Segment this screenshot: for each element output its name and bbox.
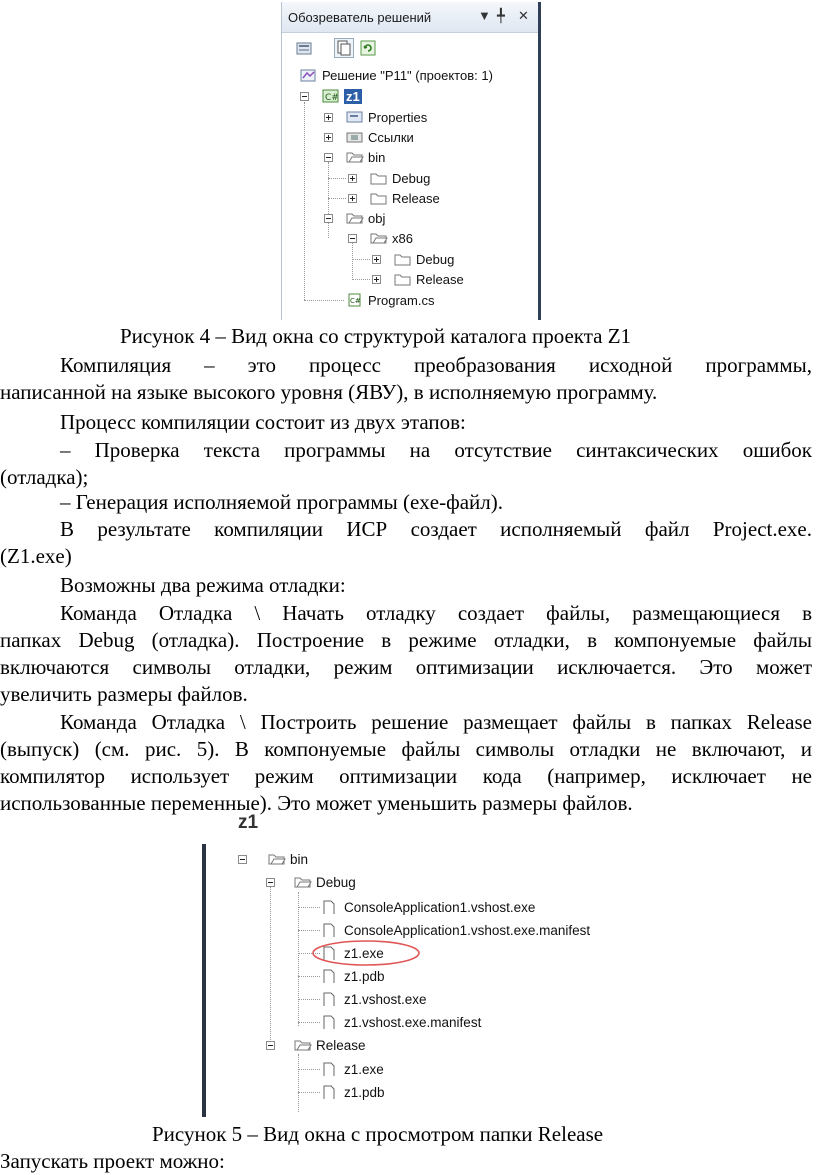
paragraph-result: В результате компиляции ИСР создает исполняемый файл Project.exe.	[60, 517, 812, 541]
file-label: z1.exe	[344, 945, 384, 961]
tree-item-release[interactable]	[294, 1036, 366, 1054]
collapse-icon[interactable]	[238, 855, 247, 864]
paragraph-stages: Процесс компиляции состоит из двух этапов:	[60, 410, 466, 434]
tree-item-bin[interactable]	[268, 850, 308, 868]
folder-icon	[370, 191, 388, 205]
expand-icon[interactable]	[348, 194, 357, 203]
bin-release-label: Release	[392, 190, 440, 206]
open-folder-icon	[346, 211, 364, 225]
file-item[interactable]	[322, 1060, 384, 1078]
paragraph-compilation-cont: написанной на языке высокого уровня (ЯВУ), в исполняемую программу.	[0, 380, 658, 404]
bin-label: bin	[368, 149, 386, 165]
panel-toolbar	[282, 33, 538, 61]
panel-title: Обозреватель решений	[288, 10, 432, 25]
references-label: Ссылки	[368, 129, 414, 145]
project-label: z1	[346, 88, 360, 104]
root-label: z1	[238, 812, 259, 833]
csharp-file-icon	[346, 293, 364, 307]
pin-icon[interactable]: ╇	[497, 8, 505, 23]
svg-text:C#: C#	[350, 297, 361, 305]
refresh-icon	[360, 40, 376, 56]
file-label: z1.pdb	[344, 968, 385, 984]
tree-item-program[interactable]	[346, 291, 434, 309]
bin-debug-label: Debug	[392, 170, 431, 186]
tree-item-project[interactable]	[322, 87, 362, 105]
csharp-project-icon	[322, 89, 340, 103]
references-icon	[346, 130, 364, 144]
expand-icon[interactable]	[372, 255, 381, 264]
properties-folder-icon	[346, 110, 364, 124]
release-label: Release	[316, 1037, 366, 1053]
folder-icon	[370, 171, 388, 185]
solution-icon	[300, 68, 318, 82]
expand-icon[interactable]	[324, 113, 333, 122]
file-label: ConsoleApplication1.vshost.exe.manifest	[344, 922, 591, 938]
file-icon	[322, 1085, 340, 1099]
collapse-icon[interactable]	[300, 92, 309, 101]
collapse-icon[interactable]	[266, 878, 275, 887]
tree-item-references[interactable]	[346, 128, 414, 146]
open-folder-icon	[294, 875, 312, 889]
paragraph-stage1-cont: (отладка);	[0, 465, 89, 489]
file-icon	[322, 900, 340, 914]
footer-paragraph: Запускать проект можно:	[0, 1149, 225, 1173]
paragraph-release-l2: (выпуск) (см. рис. 5). В компонуемые файлы символы отладки не включают, и	[0, 737, 812, 761]
properties-label: Properties	[368, 109, 428, 125]
paragraph-stage1: – Проверка текста программы на отсутствие синтаксических ошибок	[60, 438, 812, 462]
x86-label: x86	[392, 230, 413, 246]
file-label: ConsoleApplication1.vshost.exe	[344, 899, 536, 915]
bin-label: bin	[290, 851, 309, 867]
program-label: Program.cs	[368, 292, 435, 308]
paragraph-release-l3: компилятор использует режим оптимизации кода (например, исключает не	[0, 764, 812, 788]
collapse-icon[interactable]	[324, 153, 333, 162]
open-folder-icon	[294, 1038, 312, 1052]
tree-item-x86-debug[interactable]	[394, 250, 454, 268]
expand-icon[interactable]	[324, 133, 333, 142]
x86-debug-label: Debug	[416, 251, 455, 267]
solution-label: Решение "P11" (проектов: 1)	[322, 67, 493, 83]
panel-titlebar	[282, 2, 538, 33]
file-label: z1.pdb	[344, 1084, 385, 1100]
collapse-icon[interactable]	[348, 234, 357, 243]
file-item[interactable]	[322, 967, 385, 985]
dropdown-icon[interactable]: ▼	[478, 8, 491, 23]
paragraph-debug-l4: увеличить размеры файлов.	[0, 682, 248, 706]
paragraph-stage2: – Генерация исполняемой программы (exe-файл).	[60, 490, 503, 514]
expand-icon[interactable]	[348, 174, 357, 183]
paragraph-debug-l2: папках Debug (отладка). Построение в режиме отладки, в компонуемые файлы	[0, 628, 812, 652]
paragraph-result-cont: (Z1.exe)	[0, 544, 72, 568]
x86-release-label: Release	[416, 271, 464, 287]
folder-icon	[394, 252, 412, 266]
tree-item-bin-debug[interactable]	[370, 169, 430, 187]
paragraph-release-l4: использованные переменные). Это может уменьшить размеры файлов.	[0, 791, 633, 815]
figure5-caption: Рисунок 5 – Вид окна с просмотром папки Release	[152, 1122, 604, 1146]
highlight-ellipse	[310, 938, 422, 968]
show-all-files-button[interactable]	[334, 38, 354, 58]
open-folder-icon	[370, 231, 388, 245]
file-item[interactable]	[322, 990, 427, 1008]
file-icon	[322, 1015, 340, 1029]
file-icon	[322, 1062, 340, 1076]
paragraph-modes: Возможны два режима отладки:	[60, 573, 346, 597]
paragraph-release-l1: Команда Отладка \ Построить решение размещает файлы в папках Release	[60, 710, 812, 734]
tree-item-bin-release[interactable]	[370, 189, 440, 207]
show-all-files-icon	[336, 40, 352, 56]
tree-item-obj[interactable]	[346, 209, 385, 227]
tree-item-debug[interactable]	[294, 873, 356, 891]
file-label: z1.vshost.exe	[344, 991, 427, 1007]
file-item[interactable]	[322, 1013, 481, 1031]
paragraph-compilation: Компиляция – это процесс преобразования исходной программы,	[60, 353, 812, 377]
figure4-caption: Рисунок 4 – Вид окна со структурой каталога проекта Z1	[120, 324, 632, 348]
solution-explorer-panel	[281, 2, 541, 320]
refresh-button[interactable]	[358, 38, 378, 58]
open-folder-icon	[268, 852, 286, 866]
file-item[interactable]	[322, 921, 590, 939]
tree-item-x86-release[interactable]	[394, 270, 464, 288]
tree-item-x86[interactable]	[370, 229, 413, 247]
tree-item-solution[interactable]	[300, 66, 493, 84]
file-icon	[322, 969, 340, 983]
debug-label: Debug	[316, 874, 356, 890]
paragraph-debug-l1: Команда Отладка \ Начать отладку создает файлы, размещающиеся в	[60, 601, 812, 625]
file-item[interactable]	[322, 1083, 385, 1101]
obj-label: obj	[368, 210, 386, 226]
properties-icon	[296, 40, 312, 56]
paragraph-debug-l3: включаются символы отладки, режим оптимизации исключается. Это может	[0, 655, 812, 679]
svg-text:C#: C#	[325, 93, 339, 103]
expand-icon[interactable]	[372, 275, 381, 284]
properties-button[interactable]	[294, 38, 314, 58]
file-icon	[322, 923, 340, 937]
file-item[interactable]	[322, 898, 535, 916]
folder-icon	[394, 272, 412, 286]
file-label: z1.vshost.exe.manifest	[344, 1014, 482, 1030]
collapse-icon[interactable]	[324, 214, 333, 223]
release-folder-view	[200, 812, 630, 1117]
close-icon[interactable]: ✕	[518, 8, 529, 23]
open-folder-icon	[346, 150, 364, 164]
tree-item-bin[interactable]	[346, 148, 385, 166]
collapse-icon[interactable]	[266, 1041, 275, 1050]
file-icon	[322, 992, 340, 1006]
panel-edge	[202, 844, 206, 1117]
file-label: z1.exe	[344, 1061, 384, 1077]
tree-item-properties[interactable]	[346, 108, 427, 126]
